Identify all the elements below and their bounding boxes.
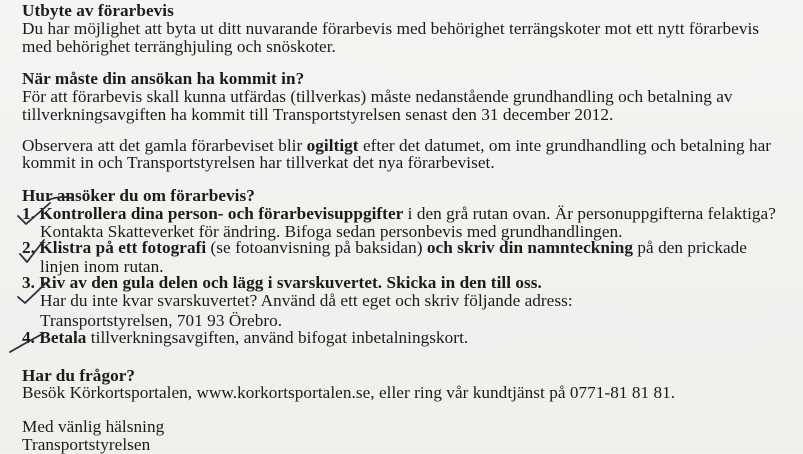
closing-sender: Transportstyrelsen <box>22 435 151 454</box>
exchange-text-line-2: med behörighet terränghjuling och snöskoter. <box>22 37 336 56</box>
step-1-rest: i den grå rutan ovan. Är personuppgifterna felaktiga? <box>403 204 776 223</box>
deadline-text-line-1: För att förarbevis skall kunna utfärdas (tillverkas) måste nedanstående grundhandling och betalning av <box>22 87 733 106</box>
deadline-text-line-2: tillverkningsavgiften ha kommit till Transportstyrelsen senast den 31 december 2012. <box>22 105 614 124</box>
step-3-line-2: Har du inte kvar svarskuvertet? Använd då ett eget och skriv följande adress: <box>40 291 573 310</box>
section-heading-how-to-apply: Hur ansöker du om förarbevis? <box>22 186 255 205</box>
step-2-line-2: linjen inom rutan. <box>40 257 164 276</box>
step-4-rest: tillverkningsavgiften, använd bifogat inbetalningskort. <box>86 328 469 347</box>
step-2-mid: (se fotoanvisning på baksidan) <box>206 238 427 257</box>
step-1-number: 1. <box>22 204 35 223</box>
step-3-bold: Riv av den gula delen och lägg i svarskuvertet. Skicka in den till oss. <box>39 273 542 292</box>
step-3-line-1 <box>22 273 542 292</box>
step-4-line-1 <box>22 328 468 347</box>
step-3-number: 3. <box>22 273 35 292</box>
step-1-line-1 <box>22 204 776 223</box>
section-heading-questions: Har du frågor? <box>22 366 136 385</box>
step-2-number: 2. <box>22 238 35 257</box>
step-3-line-3: Transportstyrelsen, 701 93 Örebro. <box>40 311 283 330</box>
step-2-line-1 <box>22 238 747 257</box>
note-text-post: efter det datumet, om inte grundhandling och betalning har <box>358 136 772 155</box>
section-heading-deadline: När måste din ansökan ha kommit in? <box>22 69 305 88</box>
questions-text: Besök Körkortsportalen, www.korkortsportalen.se, eller ring vår kundtjänst på 0771-81 81 81. <box>22 383 676 402</box>
deadline-note-line-2: kommit in och Transportstyrelsen har tillverkat det nya förarbeviset. <box>22 153 495 172</box>
closing-greeting: Med vänlig hälsning <box>22 417 165 436</box>
step-2-rest: på den prickade <box>633 238 747 257</box>
step-2-bold-1: Klistra på ett fotografi <box>39 238 207 257</box>
note-text-pre: Observera att det gamla förarbeviset blir <box>22 136 307 155</box>
note-text-invalid: ogiltigt <box>306 136 359 155</box>
step-1-line-2: Kontakta Skatteverket för ändring. Bifoga sedan personbevis med grundhandlingen. <box>40 222 623 241</box>
step-4-number: 4. <box>22 328 35 347</box>
step-1-bold: Kontrollera dina person- och förarbevisuppgifter <box>39 204 404 223</box>
exchange-text-line-1: Du har möjlighet att byta ut ditt nuvarande förarbevis med behörighet terrängskoter mot ett nytt förarbevis <box>22 19 760 38</box>
step-2-bold-2: och skriv din namnteckning <box>426 238 634 257</box>
section-heading-exchange: Utbyte av förarbevis <box>22 1 174 20</box>
step-4-bold: Betala <box>39 328 87 347</box>
